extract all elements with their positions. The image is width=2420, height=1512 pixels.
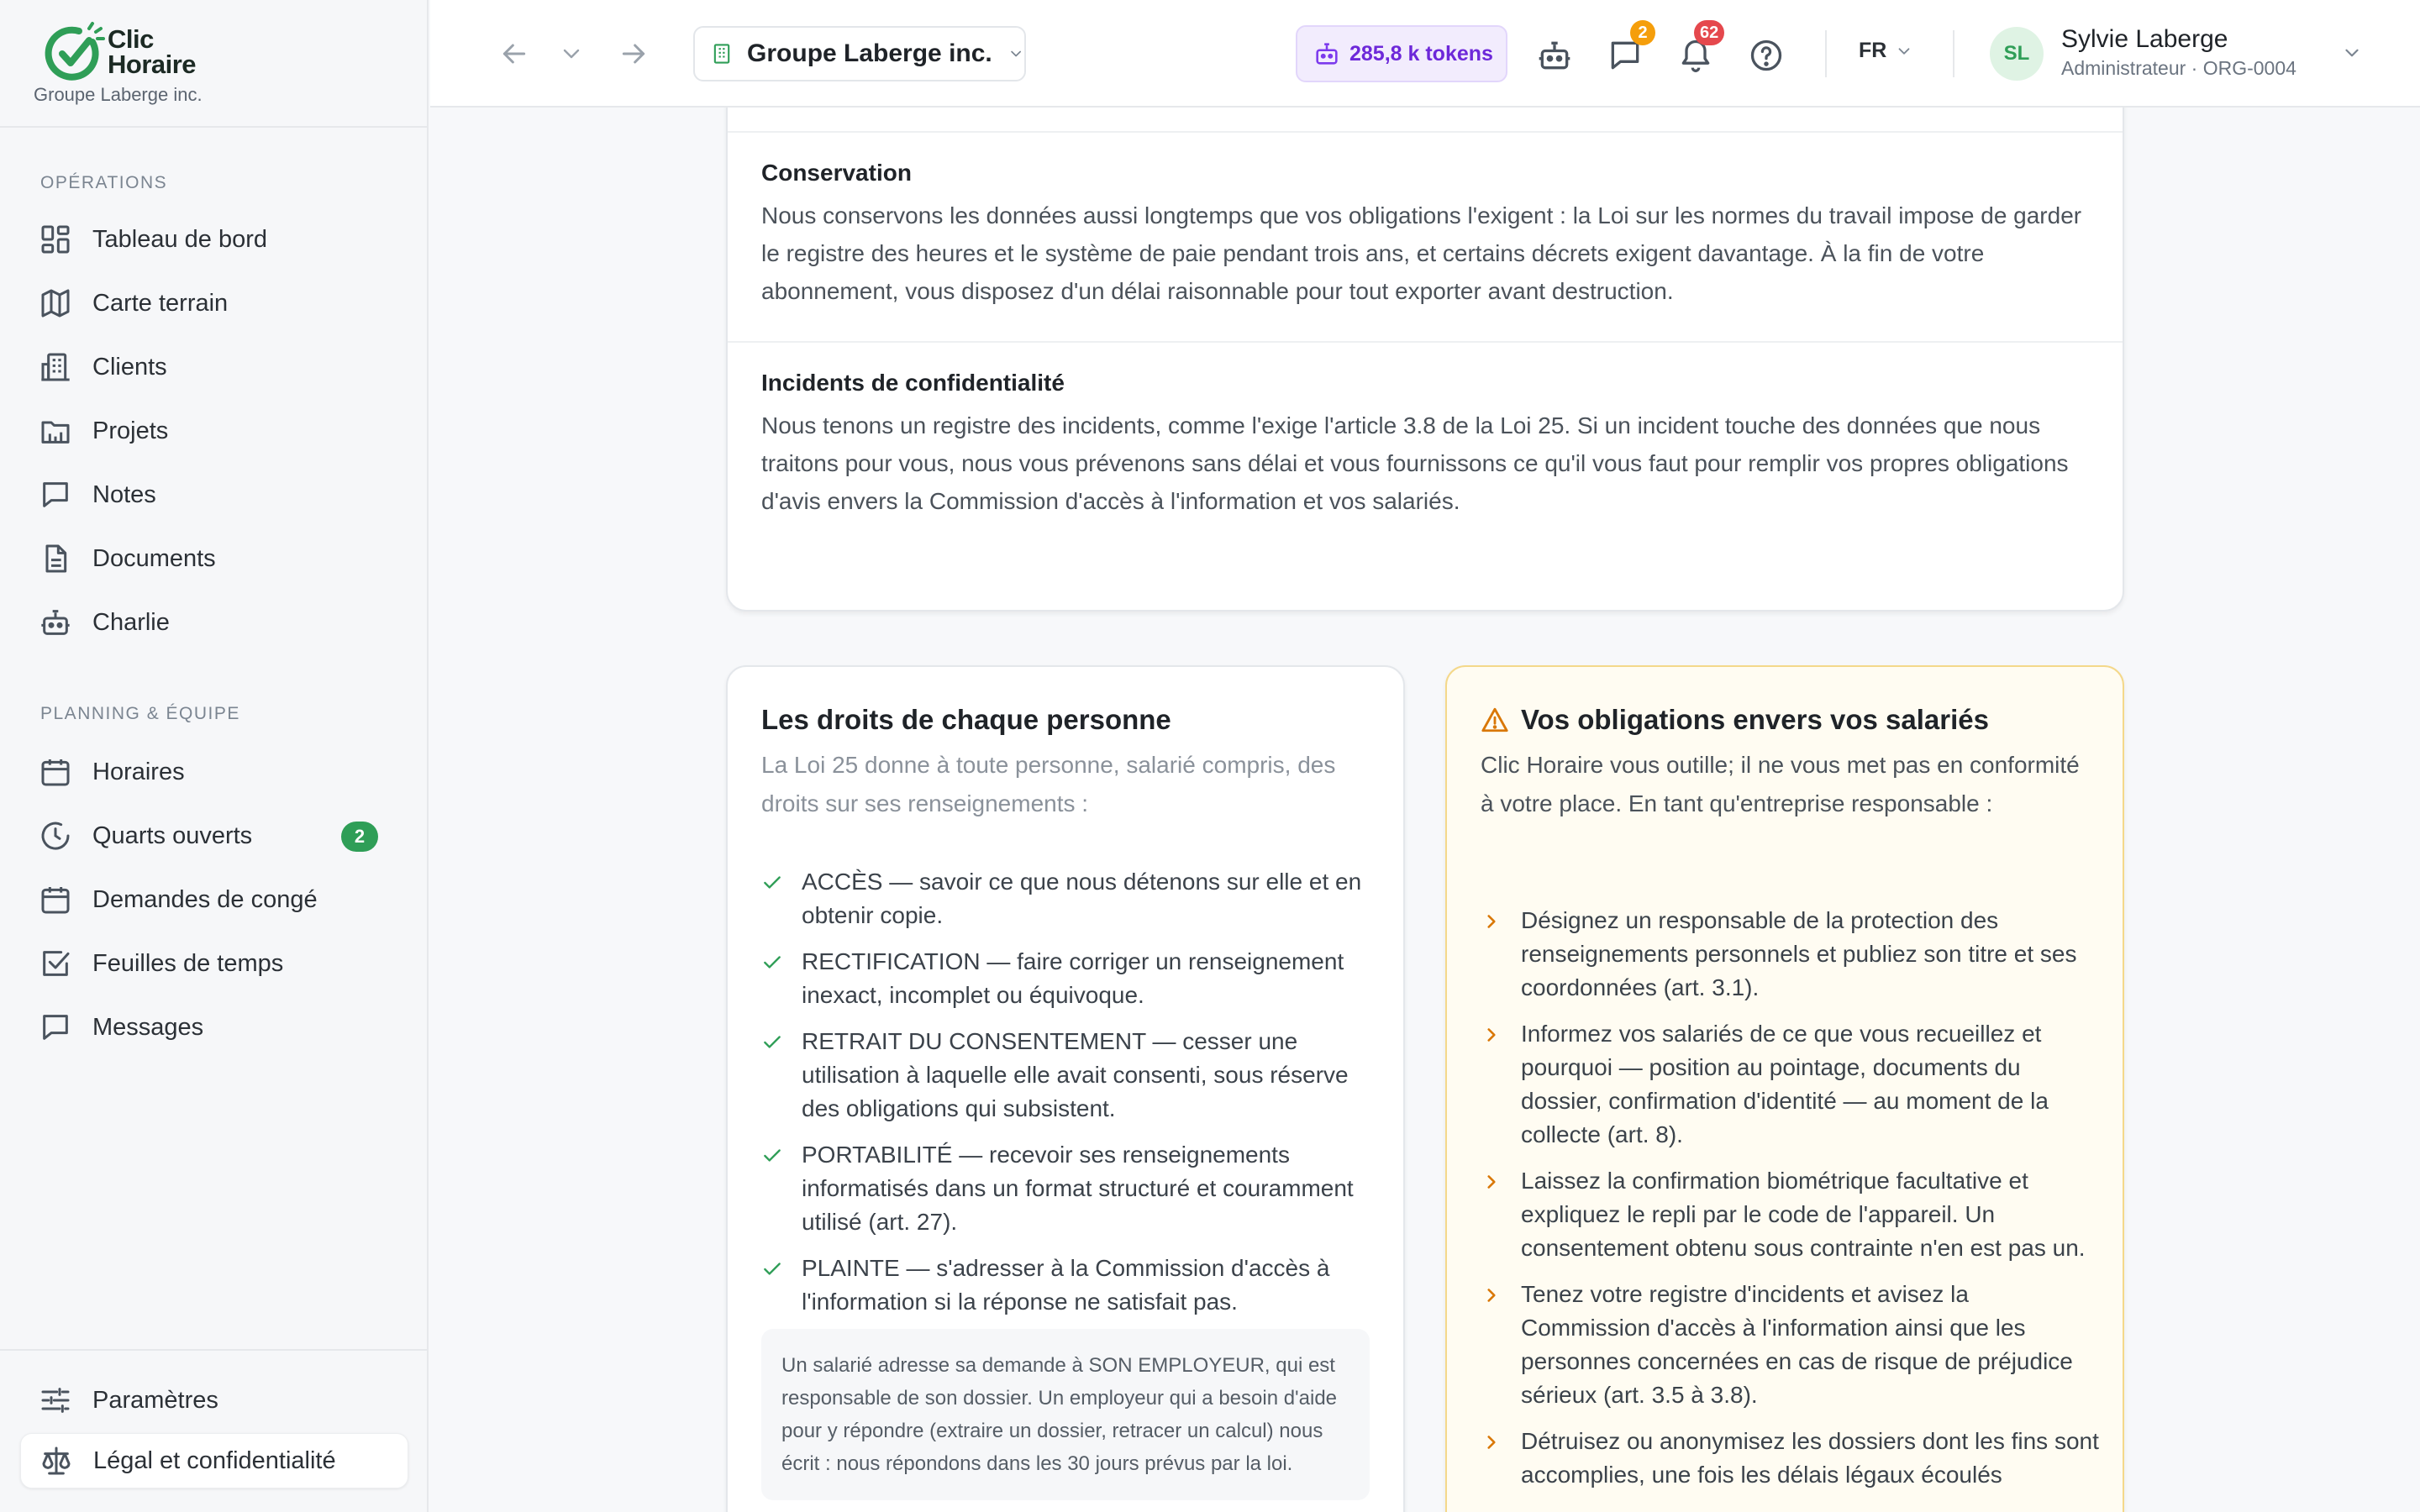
warning-icon	[1481, 706, 1509, 734]
divider	[1953, 30, 1954, 77]
section-body: Nous tenons un registre des incidents, comme l'exige l'article 3.8 de la Loi 25. Si un incident touche des données que nous traitons pour vous, nous vous prévenons sans délai et vous fournissons ce qu'il vous faut pour remplir vos propres obligations d'avis envers la Commission d'accès à l'information et vos salariés.	[761, 412, 2069, 514]
forward-arrow-icon[interactable]	[617, 37, 650, 71]
section-incidents	[761, 370, 2097, 520]
section-body: Nous conservons les données aussi longtemps que vos obligations l'exigent : la Loi sur les normes du travail impose de garder le registre des heures et le système de paie pendant trois ans, et certains décrets exigent davantage. À la fin de votre abonnement, vous disposez d'un délai raisonnable pour tout exporter avant destruction.	[761, 202, 2082, 304]
list-item: Désignez un responsable de la protection des renseignements personnels et publiez son titre et ses coordonnées (art. 3.1).	[1481, 904, 2102, 1005]
language-label: FR	[1859, 39, 1887, 62]
list-item: RECTIFICATION — faire corriger un renseignement inexact, incomplet ou équivoque.	[761, 945, 1383, 1012]
document-icon	[39, 542, 72, 575]
divider	[0, 1349, 427, 1351]
list-item: Informez vos salariés de ce que vous recueillez et pourquoi — position au pointage, documents du dossier, confirmation d'identité — au moment de la collecte (art. 8).	[1481, 1017, 2102, 1152]
back-arrow-icon[interactable]	[497, 37, 531, 71]
divider	[728, 341, 2123, 343]
section-conservation	[761, 160, 2097, 310]
sidebar	[0, 0, 429, 1512]
robot-icon	[39, 606, 72, 639]
brand-name: Clic Horaire	[108, 24, 197, 79]
history-chevron-down-icon[interactable]	[558, 37, 585, 71]
list-item: Laissez la confirmation biométrique facultative et expliquez le repli par le code de l'appareil. Un consentement obtenu sous contrainte n'en est pas un.	[1481, 1164, 2102, 1265]
chevron-right-icon	[1481, 1024, 1502, 1046]
notifications-badge: 62	[1694, 20, 1724, 45]
tokens-counter[interactable]	[1296, 25, 1507, 82]
message-icon	[39, 1011, 72, 1044]
privacy-card	[726, 108, 2124, 612]
sidebar-item-label: Légal et confidentialité	[93, 1446, 336, 1474]
sidebar-item-settings[interactable]	[20, 1373, 408, 1428]
messages-badge: 2	[1630, 20, 1655, 45]
list-item: Détruisez ou anonymisez les dossiers dont les fins sont accomplies, une fois les délais légaux écoulés	[1481, 1425, 2102, 1492]
check-icon	[761, 1145, 783, 1167]
sidebar-item-label: Projets	[92, 417, 169, 444]
sidebar-item-open-shifts[interactable]	[20, 808, 408, 864]
sidebar-item-label: Quarts ouverts	[92, 822, 253, 849]
sidebar-item-label: Notes	[92, 480, 156, 508]
check-icon	[761, 872, 783, 894]
sidebar-item-dashboard[interactable]	[20, 212, 408, 267]
chevron-right-icon	[1481, 1171, 1502, 1193]
rights-note: Un salarié adresse sa demande à SON EMPLOYEUR, qui est responsable de son dossier. Un employeur qui a besoin d'aide pour y répondre (extraire un dossier, retracer un calcul) nous écrit : nous répondons dans les 30 jours prévus par la loi.	[761, 1329, 1370, 1500]
language-selector[interactable]	[1859, 39, 1913, 63]
obligations-title: Vos obligations envers vos salariés	[1481, 704, 1989, 736]
check-icon	[761, 1032, 783, 1053]
user-name[interactable]: Sylvie Laberge	[2061, 25, 2228, 53]
sidebar-item-leave-requests[interactable]	[20, 872, 408, 927]
building-icon	[39, 350, 72, 384]
list-item: RETRAIT DU CONSENTEMENT — cesser une utilisation à laquelle elle avait consenti, sous réserve des obligations qui subsistent.	[761, 1025, 1383, 1126]
clock-icon	[39, 819, 72, 853]
main-content	[430, 108, 2420, 1512]
sidebar-item-messages[interactable]	[20, 1000, 408, 1055]
sidebar-item-label: Feuilles de temps	[92, 949, 284, 977]
sliders-icon	[39, 1383, 72, 1417]
checkbox-icon	[39, 947, 72, 980]
user-role: Administrateur · ORG-0004	[2061, 57, 2296, 79]
calendar-icon	[39, 755, 72, 789]
sidebar-item-clients[interactable]	[20, 339, 408, 395]
sidebar-item-label: Messages	[92, 1013, 204, 1041]
map-icon	[39, 286, 72, 320]
list-item: ACCÈS — savoir ce que nous détenons sur elle et en obtenir copie.	[761, 865, 1383, 932]
list-item: PLAINTE — s'adresser à la Commission d'accès à l'information si la réponse ne satisfait pas.	[761, 1252, 1383, 1319]
sidebar-item-documents[interactable]	[20, 531, 408, 586]
list-item: PORTABILITÉ — recevoir ses renseignements informatisés dans un format structuré et couramment utilisé (art. 27).	[761, 1138, 1383, 1239]
sidebar-item-timesheets[interactable]	[20, 936, 408, 991]
avatar[interactable]: SL	[1990, 27, 2044, 81]
folder-icon	[39, 414, 72, 448]
rights-card	[726, 665, 1405, 1512]
sidebar-item-label: Carte terrain	[92, 289, 229, 317]
section-title-operations: OPÉRATIONS	[40, 173, 168, 192]
sidebar-item-label: Paramètres	[92, 1386, 218, 1414]
divider	[0, 126, 427, 128]
sidebar-item-label: Documents	[92, 544, 216, 572]
sidebar-item-map[interactable]	[20, 276, 408, 331]
obligations-card	[1445, 665, 2124, 1512]
user-menu-chevron-icon[interactable]	[2341, 42, 2363, 64]
help-icon[interactable]	[1748, 37, 1785, 74]
section-title: Conservation	[761, 160, 912, 186]
sidebar-item-label: Charlie	[92, 608, 170, 636]
rights-list	[761, 865, 1383, 1331]
rights-intro: La Loi 25 donne à toute personne, salarié compris, des droits sur ses renseignements :	[761, 752, 1336, 816]
building-icon	[710, 39, 734, 69]
org-selector-label: Groupe Laberge inc.	[747, 39, 992, 67]
check-icon	[761, 952, 783, 974]
rights-title: Les droits de chaque personne	[761, 704, 1171, 735]
sidebar-item-legal[interactable]	[20, 1433, 408, 1488]
dashboard-icon	[39, 223, 72, 256]
obligations-intro: Clic Horaire vous outille; il ne vous met pas en conformité à votre place. En tant qu'entreprise responsable :	[1481, 752, 2080, 816]
calendar-icon	[39, 883, 72, 916]
assistant-robot-icon[interactable]	[1536, 37, 1573, 74]
section-title: Incidents de confidentialité	[761, 370, 1065, 396]
chevron-right-icon	[1481, 1431, 1502, 1453]
divider	[728, 131, 2123, 133]
chevron-down-icon	[1895, 42, 1913, 60]
sidebar-item-schedules[interactable]	[20, 744, 408, 800]
open-shifts-badge: 2	[341, 822, 378, 852]
sidebar-item-label: Tableau de bord	[92, 225, 267, 253]
chevron-right-icon	[1481, 911, 1502, 932]
section-title-planning: PLANNING & ÉQUIPE	[40, 704, 240, 723]
chevron-right-icon	[1481, 1284, 1502, 1306]
scale-icon	[39, 1444, 73, 1478]
chevron-down-icon	[1007, 43, 1024, 65]
sidebar-item-notes[interactable]	[20, 467, 408, 522]
obligations-list	[1481, 904, 2102, 1504]
sidebar-item-projects[interactable]	[20, 403, 408, 459]
logo-icon	[40, 20, 108, 87]
topbar	[430, 0, 2420, 108]
sidebar-item-label: Demandes de congé	[92, 885, 318, 913]
brand-org: Groupe Laberge inc.	[34, 84, 203, 105]
sidebar-item-label: Horaires	[92, 758, 185, 785]
note-icon	[39, 478, 72, 512]
check-icon	[761, 1258, 783, 1280]
sidebar-item-charlie[interactable]	[20, 595, 408, 650]
divider	[1825, 30, 1827, 77]
org-selector[interactable]	[693, 26, 1026, 81]
tokens-label: 285,8 k tokens	[1349, 41, 1493, 66]
list-item: Tenez votre registre d'incidents et avisez la Commission d'accès à l'information ainsi que les personnes concernées en cas de risque de préjudice sérieux (art. 3.5 à 3.8).	[1481, 1278, 2102, 1412]
sidebar-item-label: Clients	[92, 353, 167, 381]
robot-icon	[1313, 39, 1341, 68]
